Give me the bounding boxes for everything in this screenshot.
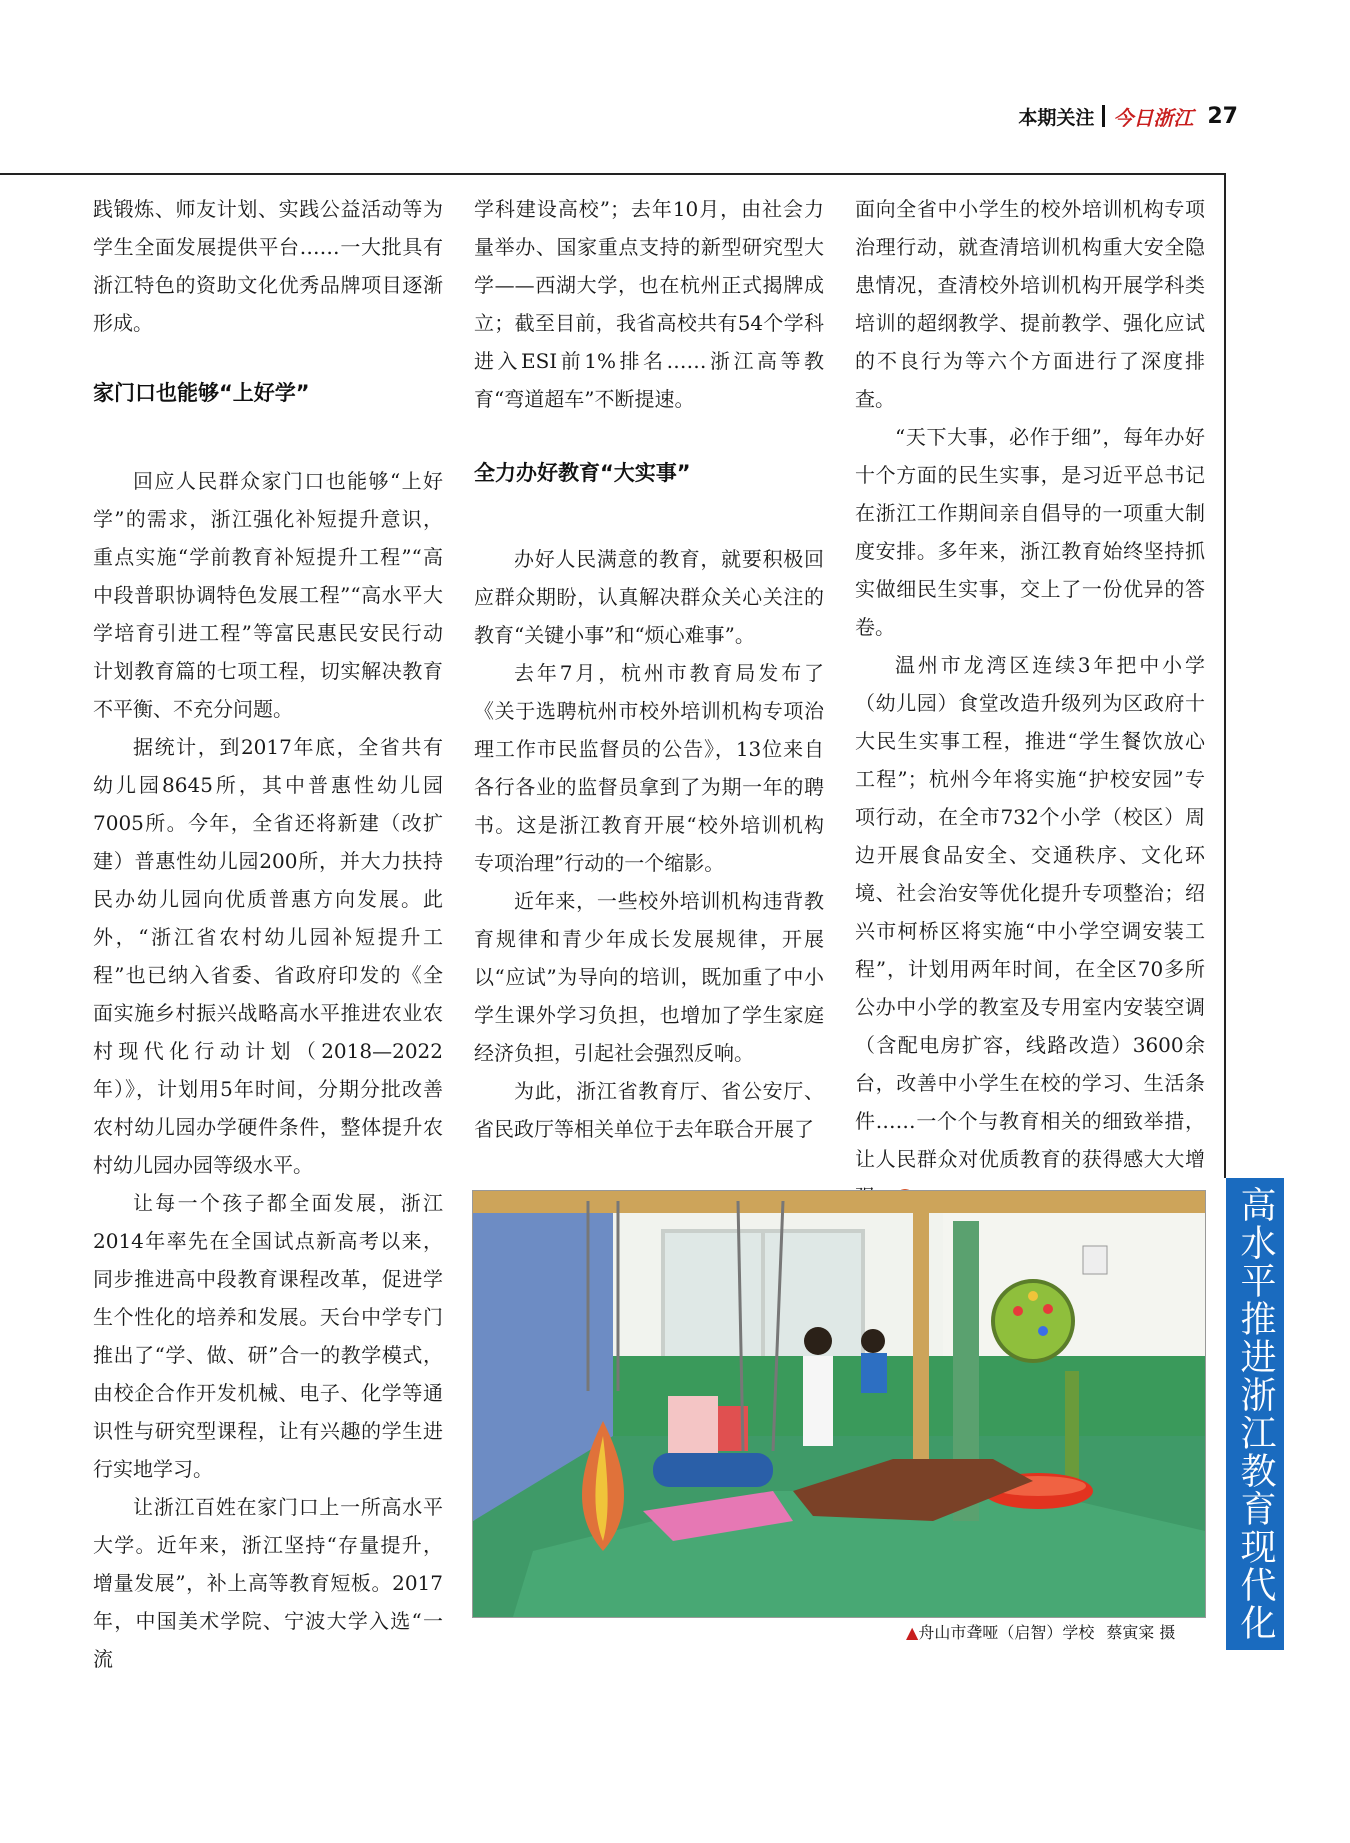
- page-header: [1018, 100, 1238, 132]
- sensory-room-illustration: [473, 1191, 1205, 1617]
- classroom-photo: [472, 1190, 1206, 1618]
- section-label: 本期关注: [1018, 106, 1095, 129]
- magazine-logo: 今日浙江: [1113, 105, 1194, 130]
- paragraph: 办好人民满意的教育，就要积极回应群众期盼，认真解决群众关心关注的教育“关键小事”和“烦心难事”。: [474, 547, 824, 647]
- paragraph: 让浙江百姓在家门口上一所高水平大学。近年来，浙江坚持“存量提升，增量发展”，补上高等教育短板。2017年，中国美术学院、宁波大学入选“一流: [93, 1495, 443, 1671]
- right-rule: [1224, 173, 1226, 1178]
- photo-caption: [906, 1620, 1175, 1643]
- paragraph: “天下大事，必作于细”，每年办好十个方面的民生实事，是习近平总书记在浙江工作期间亲自倡导的一项重大制度安排。多年来，浙江教育始终坚持抓实做细民生实事，交上了一份优异的答卷。: [855, 425, 1205, 639]
- paragraph-text: 温州市龙湾区连续3年把中小学（幼儿园）食堂改造升级列为区政府十大民生实事工程，推进“学生餐饮放心工程”；杭州今年将实施“护校安园”专项行动，在全市732个小学（校区）周边开展食品安全、交通秩序、文化环境、社会治安等优化提升专项整治；绍兴市柯桥区将实施“中小学空调安装工程”，计划用两年时间，在全区70多所公办中小学的教室及专用室内安装空调（含配电房扩容，线路改造）3600余台，改善中小学生在校的学习、生活条件……一个个与教育相关的细致举措，让人民群众对优质教育的获得感大大增: [855, 653, 1205, 1171]
- photo-credit: 蔡寅寀 摄: [1106, 1623, 1176, 1642]
- paragraph: 学科建设高校”；去年10月，由社会力量举办、国家重点支持的新型研究型大学——西湖大学，也在杭州正式揭牌成立；截至目前，我省高校共有54个学科进入ESI前1%排名……浙江高等教育“弯道超车”不断提速。: [474, 197, 824, 411]
- paragraph: 据统计，到2017年底，全省共有幼儿园8645所，其中普惠性幼儿园7005所。今年，全省还将新建（改扩建）普惠性幼儿园200所，并大力扶持民办幼儿园向优质普惠方向发展。此外，“浙江省农村幼儿园补短提升工程”也已纳入省委、省政府印发的《全面实施乡村振兴战略高水平推进农业农村现代化行动计划（2018—2022年）》，计划用5年时间，分期分批改善农村幼儿园办学硬件条件，整体提升农村幼儿园办园等级水平。: [93, 735, 443, 1177]
- paragraph: 回应人民群众家门口也能够“上好学”的需求，浙江强化补短提升意识，重点实施“学前教育补短提升工程”“高中段普职协调特色发展工程”“高水平大学培育引进工程”等富民惠民安民行动计划教育篇的七项工程，切实解决教育不平衡、不充分问题。: [93, 469, 443, 721]
- paragraph: 面向全省中小学生的校外培训机构专项治理行动，就查清培训机构重大安全隐患情况，查清校外培训机构开展学科类培训的超纲教学、提前教学、强化应试的不良行为等六个方面进行了深度排查。: [855, 197, 1205, 411]
- page-number: 27: [1207, 103, 1238, 129]
- section-heading: 全力办好教育“大实事”: [474, 461, 691, 485]
- section-heading: 家门口也能够“上好学”: [93, 381, 310, 405]
- header-divider: [1102, 105, 1105, 127]
- paragraph: 让每一个孩子都全面发展，浙江2014年率先在全国试点新高考以来，同步推进高中段教育课程改革，促进学生个性化的培养和发展。天台中学专门推出了“学、做、研”合一的教学模式，由校企合作开发机械、电子、化学等通识性与研究型课程，让有兴趣的学生进行实地学习。: [93, 1191, 443, 1481]
- article-column-1: [93, 190, 443, 1678]
- banner-title: 高水平推进浙江教育现代化: [1235, 1186, 1276, 1642]
- paragraph: 近年来，一些校外培训机构违背教育规律和青少年成长发展规律，开展以“应试”为导向的培训，既加重了中小学生课外学习负担，也增加了学生家庭经济负担，引起社会强烈反响。: [474, 889, 824, 1065]
- caption-triangle-icon: ▲: [906, 1623, 919, 1642]
- paragraph: [855, 646, 1205, 1216]
- side-banner: [1226, 1178, 1284, 1650]
- paragraph: 去年7月，杭州市教育局发布了《关于选聘杭州市校外培训机构专项治理工作市民监督员的公告》，13位来自各行各业的监督员拿到了为期一年的聘书。这是浙江教育开展“校外培训机构专项治理”行动的一个缩影。: [474, 661, 824, 875]
- caption-text: 舟山市聋哑（启智）学校: [918, 1623, 1095, 1642]
- paragraph: 为此，浙江省教育厅、省公安厅、省民政厅等相关单位于去年联合开展了: [474, 1079, 824, 1141]
- paragraph: 践锻炼、师友计划、实践公益活动等为学生全面发展提供平台……一大批具有浙江特色的资助文化优秀品牌项目逐渐形成。: [93, 197, 443, 335]
- article-column-2: [474, 190, 824, 1148]
- header-rule: [0, 173, 1226, 175]
- article-column-3: [855, 190, 1205, 1216]
